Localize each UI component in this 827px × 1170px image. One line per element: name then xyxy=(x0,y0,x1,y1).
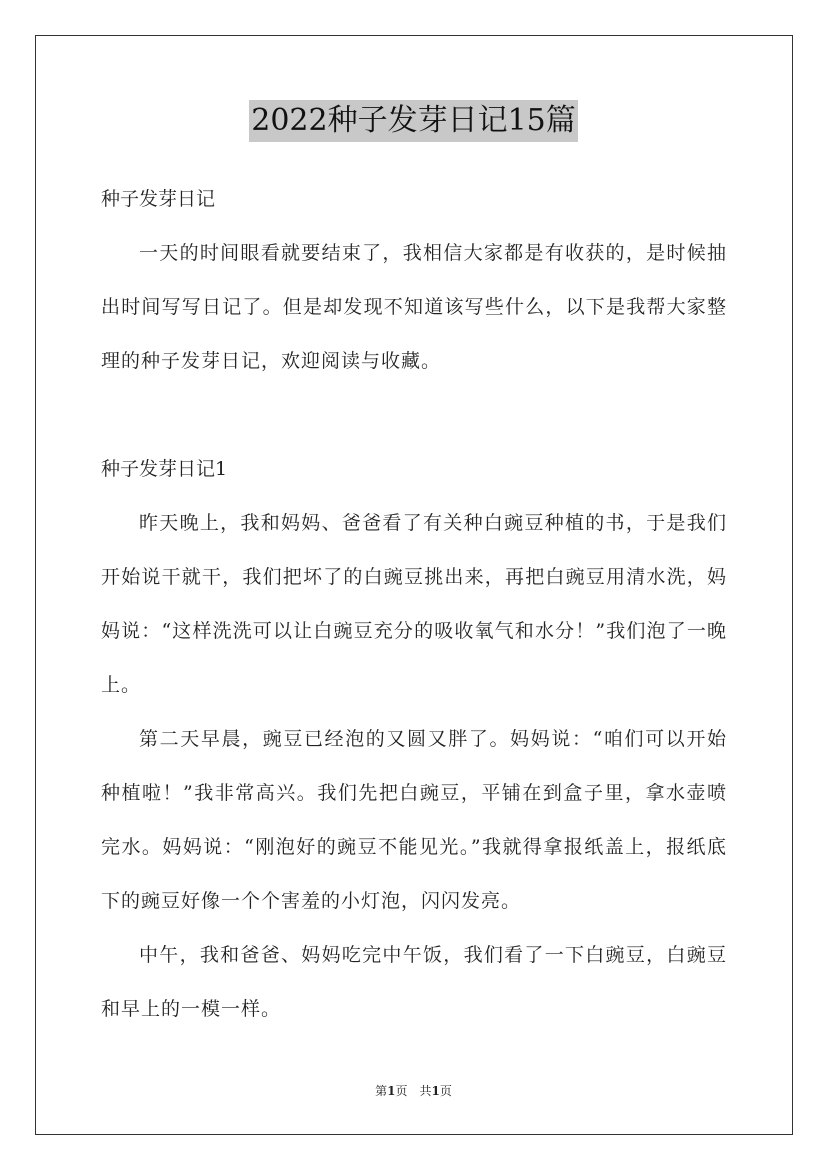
body-paragraph: 中午，我和爸爸、妈妈吃完中午饭，我们看了一下白豌豆，白豌豆和早上的一模一样。 xyxy=(101,944,727,1020)
page-number-total: 1 xyxy=(431,1084,440,1098)
page-number-suffix: 页 xyxy=(439,1084,452,1098)
title-container xyxy=(0,100,827,142)
page-number-mid: 页 共 xyxy=(395,1084,432,1098)
section-spacer xyxy=(101,388,727,442)
body-paragraph: 第二天早晨，豌豆已经泡的又圆又胖了。妈妈说：“咱们可以开始种植啦！”我非常高兴。我们先把白豌豆，平铺在到盒子里，拿水壶喷完水。妈妈说：“刚泡好的豌豆不能见光。”我就得拿报纸盖上，报纸底下的豌豆好像一个个害羞的小灯泡，闪闪发亮。 xyxy=(101,728,727,912)
page-number-prefix: 第 xyxy=(375,1084,388,1098)
page-footer xyxy=(0,1082,827,1099)
body-paragraph: 昨天晚上，我和妈妈、爸爸看了有关种白豌豆种植的书，于是我们开始说干就干，我们把坏了的白豌豆挑出来，再把白豌豆用清水洗，妈妈说：“这样洗洗可以让白豌豆充分的吸收氧气和水分！”我们泡了一晚上。 xyxy=(101,512,727,696)
document-body xyxy=(101,172,727,1036)
intro-heading: 种子发芽日记 xyxy=(101,188,216,210)
document-title: 2022种子发芽日记15篇 xyxy=(249,100,578,142)
intro-paragraph: 一天的时间眼看就要结束了，我相信大家都是有收获的，是时候抽出时间写写日记了。但是却发现不知道该写些什么，以下是我帮大家整理的种子发芽日记，欢迎阅读与收藏。 xyxy=(101,242,727,372)
section-heading: 种子发芽日记1 xyxy=(101,458,228,480)
page-number-current: 1 xyxy=(387,1084,396,1098)
